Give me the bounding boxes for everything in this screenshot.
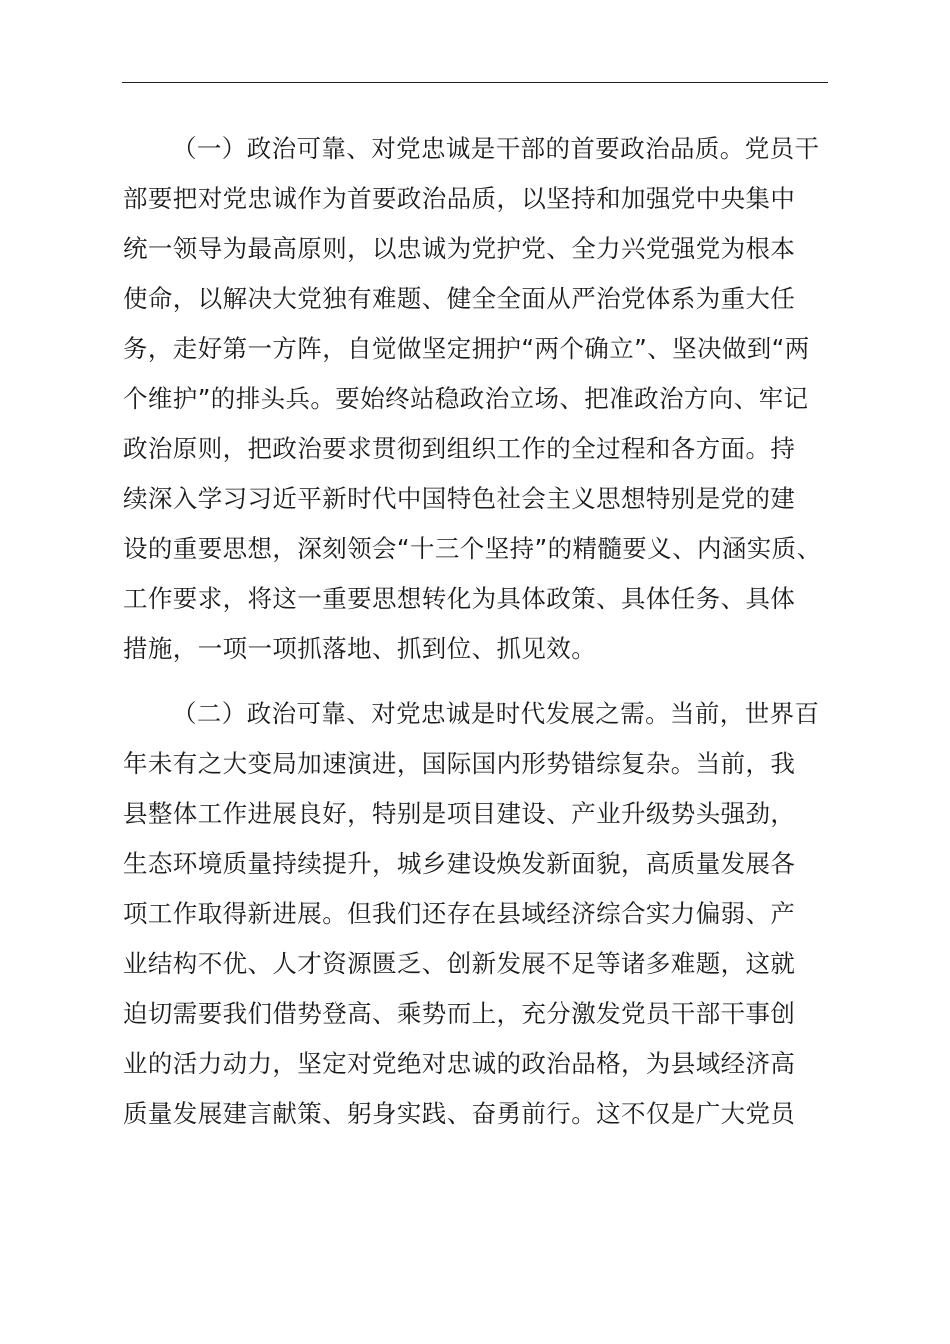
- paragraph-1-line-6: 个维护”的排头兵。要始终站稳政治立场、把准政治方向、牢记: [123, 384, 809, 413]
- paragraph-1-line-3: 统一领导为最高原则，以忠诚为党护党、全力兴党强党为根本: [123, 234, 796, 263]
- paragraph-2-line-9: 质量发展建言献策、躬身实践、奋勇前行。这不仅是广大党员: [123, 1099, 796, 1128]
- paragraph-1-line-9: 设的重要思想，深刻领会“十三个坚持”的精髓要义、内涵实质、: [123, 534, 822, 563]
- paragraph-1-line-11: 措施，一项一项抓落地、抓到位、抓见效。: [123, 634, 597, 663]
- paragraph-2-line-8: 业的活力动力，坚定对党绝对忠诚的政治品格，为县域经济高: [123, 1049, 796, 1078]
- paragraph-2-line-4: 生态环境质量持续提升，城乡建设焕发新面貌，高质量发展各: [123, 849, 796, 878]
- paragraph-2-line-7: 迫切需要我们借势登高、乘势而上，充分激发党员干部干事创: [123, 999, 796, 1028]
- paragraph-1-line-1: （一）政治可靠、对党忠诚是干部的首要政治品质。党员干: [172, 134, 820, 163]
- paragraph-1-line-10: 工作要求，将这一重要思想转化为具体政策、具体任务、具体: [123, 584, 796, 613]
- paragraph-1-line-5: 务，走好第一方阵，自觉做坚定拥护“两个确立”、坚决做到“两: [123, 334, 810, 363]
- header-rule: [122, 82, 828, 83]
- paragraph-2-line-1: （二）政治可靠、对党忠诚是时代发展之需。当前，世界百: [172, 699, 820, 728]
- paragraph-2-line-2: 年未有之大变局加速演进，国际国内形势错综复杂。当前，我: [123, 749, 796, 778]
- paragraph-1-line-4: 使命，以解决大党独有难题、健全全面从严治党体系为重大任: [123, 284, 796, 313]
- paragraph-2-line-5: 项工作取得新进展。但我们还存在县域经济综合实力偏弱、产: [123, 899, 796, 928]
- paragraph-2-line-3: 县整体工作进展良好，特别是项目建设、产业升级势头强劲，: [123, 799, 796, 828]
- paragraph-2-line-6: 业结构不优、人才资源匮乏、创新发展不足等诸多难题，这就: [123, 949, 796, 978]
- paragraph-1-line-2: 部要把对党忠诚作为首要政治品质，以坚持和加强党中央集中: [123, 184, 796, 213]
- paragraph-1-line-8: 续深入学习习近平新时代中国特色社会主义思想特别是党的建: [123, 484, 796, 513]
- paragraph-1-line-7: 政治原则，把政治要求贯彻到组织工作的全过程和各方面。持: [123, 434, 796, 463]
